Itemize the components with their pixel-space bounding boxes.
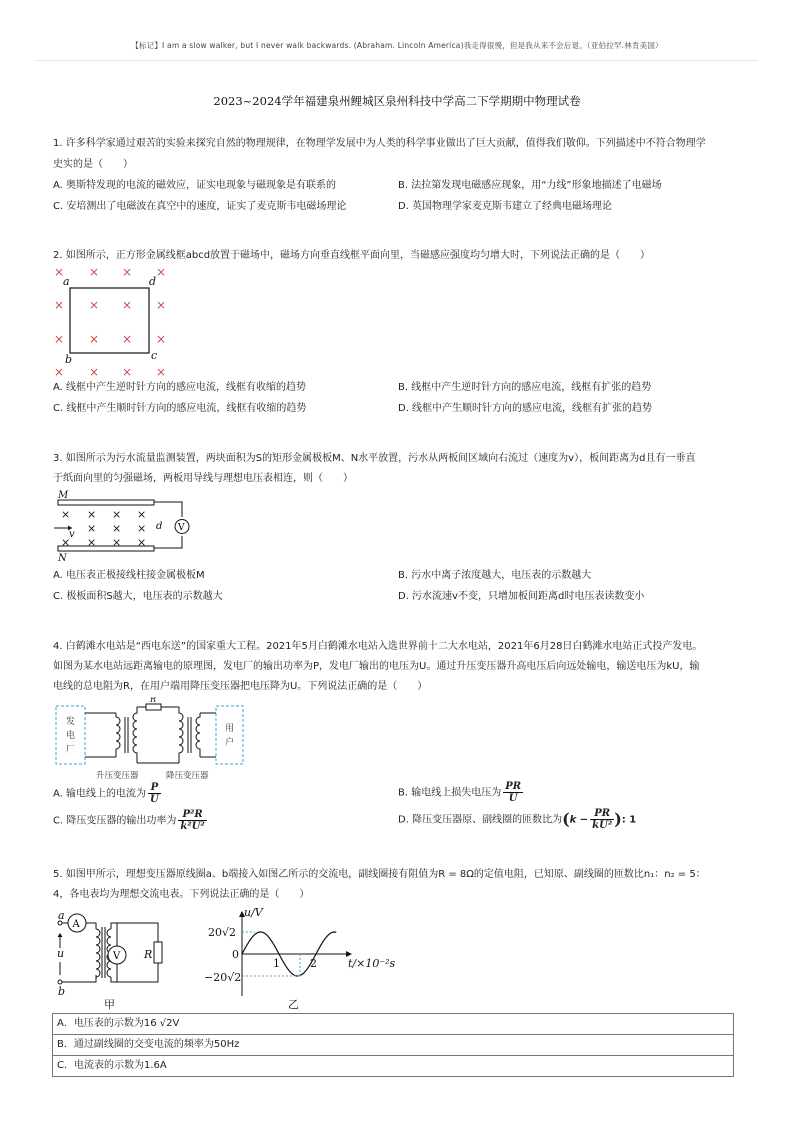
q1-option-d: D. 英国物理学家麦克斯韦建立了经典电磁场理论 bbox=[398, 201, 613, 212]
q3-field-cross: × bbox=[87, 522, 97, 535]
svg-text:户: 户 bbox=[225, 738, 235, 748]
q3-option-d: D. 污水流速v不变，只增加板间距离d时电压表读数变小 bbox=[398, 591, 645, 602]
q2-field-cross: × bbox=[122, 298, 133, 312]
q2-stem: 2. 如图所示，正方形金属线框abcd放置于磁场中，磁场方向垂直线框平面向里，当磁感应强度均匀增大时，下列说法正确的是（ ） bbox=[53, 250, 651, 261]
q2-square-frame-figure bbox=[52, 264, 172, 379]
q2-option-d: D. 线框中产生顺时针方向的感应电流，线框有扩张的趋势 bbox=[398, 403, 653, 414]
q3-field-cross: × bbox=[137, 522, 147, 535]
q4-stem-line2: 如图为某水电站远距离输电的原理图，发电厂的输出功率为P，发电厂输出的电压为U。通过升压变压器升高电压后向远处输电，输送电压为kU，输 bbox=[53, 661, 700, 672]
q5-ammeter-label: A bbox=[72, 919, 80, 930]
q2-field-cross: × bbox=[156, 332, 167, 346]
q5-x-axis-label: t/×10⁻²s bbox=[348, 957, 395, 970]
q4-step-up-label: 升压变压器 bbox=[96, 771, 139, 781]
q3-plate-m bbox=[58, 500, 154, 505]
q2-field-cross: × bbox=[122, 265, 133, 279]
q2-field-cross: × bbox=[54, 332, 65, 346]
q5-waveform-figure-yi bbox=[200, 906, 395, 1012]
q5-caption-jia: 甲 bbox=[104, 998, 115, 1011]
q5-resistor bbox=[154, 942, 162, 963]
q4-stem-line1: 4. 白鹤滩水电站是“西电东送”的国家重大工程。2021年5月白鹤滩水电站入选世界前十二大水电站，2021年6月28日白鹤滩水电站正式投产发电。 bbox=[53, 641, 703, 652]
q2-field-cross: × bbox=[54, 365, 65, 379]
q4-step-down-label: 降压变压器 bbox=[166, 771, 209, 781]
q2-field-cross: × bbox=[156, 265, 167, 279]
q2-field-cross: × bbox=[89, 265, 100, 279]
q5-caption-yi: 乙 bbox=[288, 998, 299, 1011]
q5-option-b: B．通过副线圈的交变电流的频率为50Hz bbox=[53, 1035, 734, 1056]
q4-stem-line3: 电线的总电阻为R，在用户端用降压变压器把电压降为U。下列说法正确的是（ ） bbox=[53, 681, 428, 692]
q4-option-c: C. 降压变压器的输出功率为 $\frac{\text{P²R}}{\text{k²U²}}$ bbox=[53, 809, 205, 832]
q1-stem-line2: 史实的是（ ） bbox=[53, 159, 133, 170]
q2-field-cross: × bbox=[54, 265, 65, 279]
q2-field-cross: × bbox=[89, 365, 100, 379]
q1-stem-line1: 1. 许多科学家通过艰苦的实验来探究自然的物理规律，在物理学发展中为人类的科学事业做出了巨大贡献，值得我们敬仰。下列描述中不符合物理学 bbox=[53, 138, 706, 149]
q4-label-r: R bbox=[150, 697, 157, 704]
q3-stem-line2: 于纸面向里的匀强磁场，两板用导线与理想电压表相连，则（ ） bbox=[53, 473, 353, 484]
q3-label-m: M bbox=[58, 490, 69, 501]
q2-option-a: A. 线框中产生逆时针方向的感应电流，线框有收缩的趋势 bbox=[53, 382, 307, 393]
q3-label-v: v bbox=[69, 529, 75, 540]
q2-field-cross: × bbox=[54, 298, 65, 312]
q5-options-table bbox=[52, 1013, 734, 1077]
q4-transmission-figure bbox=[54, 697, 249, 782]
q3-field-cross: × bbox=[87, 508, 97, 521]
q5-option-c: C．电流表的示数为1.6A bbox=[53, 1056, 734, 1077]
q2-label-b: b bbox=[65, 353, 73, 366]
q5-y-tick-bottom: −20√2 bbox=[204, 971, 242, 984]
q1-option-b: B. 法拉第发现电磁感应现象，用“力线”形象地描述了电磁场 bbox=[398, 180, 662, 191]
q2-label-c: c bbox=[151, 349, 158, 362]
q3-flow-meter-figure bbox=[54, 489, 194, 564]
q3-option-b: B. 污水中离子浓度越大，电压表的示数越大 bbox=[398, 570, 592, 581]
q5-label-a: a bbox=[58, 912, 65, 922]
q3-field-cross: × bbox=[87, 536, 97, 549]
q4-option-b: B. 输电线上损失电压为 $\frac{PR}{U}$ bbox=[398, 781, 522, 804]
q1-option-a: A. 奥斯特发现的电流的磁效应，证实电现象与磁现象是有联系的 bbox=[53, 180, 337, 191]
q3-field-cross: × bbox=[61, 508, 71, 521]
q5-y-axis-label: u/V bbox=[244, 906, 263, 919]
svg-text:发: 发 bbox=[66, 717, 76, 727]
q5-stem-line1: 5. 如图甲所示，理想变压器原线圈a、b端接入如图乙所示的交流电，副线圈接有阻值为R = 8Ω的定值电阻，已知原、副线圈的匝数比n₁：n₂ = 5： bbox=[53, 869, 706, 880]
q3-field-cross: × bbox=[137, 508, 147, 521]
q4-line-resistor bbox=[146, 704, 161, 710]
q2-field-cross: × bbox=[156, 365, 167, 379]
q2-label-a: a bbox=[63, 275, 70, 288]
q5-x-tick-2: 2 bbox=[310, 957, 317, 970]
q5-label-r: R bbox=[144, 948, 153, 961]
q3-field-cross: × bbox=[61, 536, 71, 549]
q4-user-box bbox=[216, 706, 243, 764]
svg-text:用: 用 bbox=[225, 724, 235, 734]
q5-option-a: A．电压表的示数为16 √2V bbox=[53, 1014, 734, 1035]
svg-text:电: 电 bbox=[66, 731, 76, 741]
q3-label-n: N bbox=[58, 553, 67, 564]
q5-circuit-figure-jia bbox=[54, 912, 174, 1012]
q5-x-tick-1: 1 bbox=[273, 957, 280, 970]
q5-origin-label: 0 bbox=[232, 948, 239, 961]
q3-option-a: A. 电压表正极接线柱接金属极板M bbox=[53, 570, 205, 581]
q5-y-tick-top: 20√2 bbox=[208, 926, 237, 939]
q5-label-u: u bbox=[57, 947, 65, 960]
q5-voltmeter-label: V bbox=[113, 951, 121, 962]
header-divider bbox=[36, 60, 758, 61]
q2-option-c: C. 线框中产生顺时针方向的感应电流，线框有收缩的趋势 bbox=[53, 403, 307, 414]
q3-field-cross: × bbox=[112, 522, 122, 535]
q5-label-b: b bbox=[58, 985, 66, 998]
exam-title: 2023~2024学年福建泉州鲤城区泉州科技中学高二下学期期中物理试卷 bbox=[213, 94, 581, 108]
q4-option-d: D. 降压变压器原、副线圈的匝数比为(k − $\frac{PR}{\text{kU²}}$ ): 1 bbox=[398, 808, 637, 831]
q2-option-b: B. 线框中产生逆时针方向的感应电流，线框有扩张的趋势 bbox=[398, 382, 652, 393]
q3-stem-line1: 3. 如图所示为污水流量监测装置，两块面积为S的矩形金属极板M、N水平放置，污水从两板间区域向右流过（速度为v），板间距离为d且有一垂直 bbox=[53, 453, 696, 464]
q2-field-cross: × bbox=[156, 298, 167, 312]
q3-option-c: C. 极板面积S越大，电压表的示数越大 bbox=[53, 591, 223, 602]
q2-field-cross: × bbox=[89, 298, 100, 312]
q3-field-cross: × bbox=[112, 508, 122, 521]
q3-field-cross: × bbox=[112, 536, 122, 549]
q5-stem-line2: 4，各电表均为理想交流电表。下列说法正确的是（ ） bbox=[53, 889, 310, 900]
q2-field-cross: × bbox=[89, 332, 100, 346]
q2-label-d: d bbox=[149, 275, 157, 288]
q3-field-cross: × bbox=[137, 536, 147, 549]
svg-text:厂: 厂 bbox=[66, 745, 76, 755]
q1-option-c: C. 安培测出了电磁波在真空中的速度，证实了麦克斯韦电磁场理论 bbox=[53, 201, 347, 212]
q2-field-cross: × bbox=[122, 332, 133, 346]
q3-voltmeter-label: V bbox=[178, 523, 185, 533]
page-header-quote: 【标记】I am a slow walker, but I never walk backwards. (Abraham. Lincoln America)我走得很慢，但是我从来不会后退。（亚伯拉罕.林肯美国） bbox=[131, 41, 663, 50]
q4-option-a: A. 输电线上的电流为 $\frac{P}{U}$ bbox=[53, 782, 159, 805]
q2-wire-frame bbox=[70, 288, 149, 353]
q2-field-cross: × bbox=[122, 365, 133, 379]
q3-label-d: d bbox=[156, 521, 163, 532]
